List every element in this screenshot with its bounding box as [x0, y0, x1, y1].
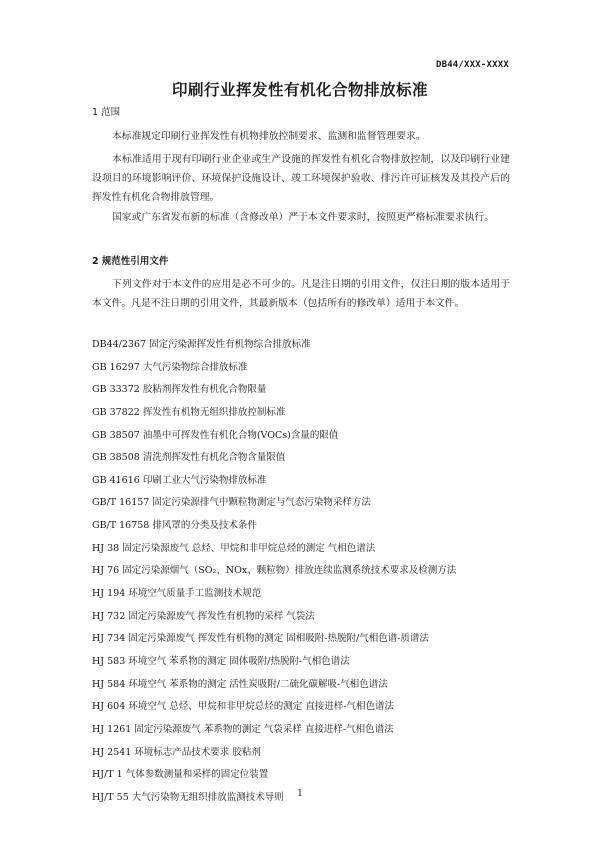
reference-item: HJ 76 固定污染源烟气（SO₂、NOx、颗粒物）排放连续监测系统技术要求及检测方法 [92, 565, 457, 577]
reference-item: GB/T 16758 排风罩的分类及技术条件 [92, 520, 257, 532]
reference-item: HJ 38 固定污染源废气 总烃、甲烷和非甲烷总烃的测定 气相色谱法 [92, 542, 376, 554]
reference-item: HJ 1261 固定污染源废气 苯系物的测定 气袋采样 直接进样-气相色谱法 [92, 723, 394, 735]
reference-item: GB 37822 挥发性有机物无组织排放控制标准 [92, 406, 286, 418]
scope-paragraph-1: 本标准规定印刷行业挥发性有机物排放控制要求、监测和监督管理要求。 [112, 131, 426, 142]
reference-item: DB44/2367 固定污染源挥发性有机物综合排放标准 [92, 339, 311, 350]
reference-item: GB 16297 大气污染物综合排放标准 [92, 361, 248, 373]
section-heading-normative-references: 2 规范性引用文件 [92, 256, 169, 267]
reference-item: GB 38507 油墨中可挥发性有机化合物(VOCs)含量的限值 [92, 429, 339, 441]
reference-item: GB 41616 印刷工业大气污染物排放标准 [92, 474, 267, 486]
document-title: 印刷行业挥发性有机化合物排放标准 [171, 81, 428, 99]
reference-item: HJ/T 55 大气污染物无组织排放监测技术导则 [92, 791, 284, 803]
reference-item: HJ 583 环境空气 苯系物的测定 固体吸附/热脱附-气相色谱法 [92, 655, 350, 667]
reference-item: GB 33372 胶粘剂挥发性有机化合物限量 [92, 384, 267, 396]
document-code: DB44/XXX-XXXX [435, 60, 509, 70]
references-intro-paragraph: 下列文件对于本文件的应用是必不可少的。凡是注日期的引用文件，仅注日期的版本适用于本文件。凡是不注日期的引用文件，其最新版本（包括所有的修改单）适用于本文件。 [92, 279, 510, 310]
reference-item: HJ 194 环境空气质量手工监测技术规范 [92, 588, 262, 600]
reference-item: HJ 2541 环境标志产品技术要求 胶粘剂 [92, 746, 261, 758]
reference-item: HJ/T 1 气体参数测量和采样的固定位装置 [92, 769, 269, 781]
page-number: 1 [297, 789, 303, 799]
section-heading-scope: 1 范围 [92, 107, 121, 118]
reference-item: HJ 732 固定污染源废气 挥发性有机物的采样 气袋法 [92, 610, 315, 622]
reference-item: HJ 584 环境空气 苯系物的测定 活性炭吸附/二硫化碳解吸-气相色谱法 [92, 678, 388, 690]
scope-paragraph-2: 本标准适用于现有印刷行业企业或生产设施的挥发性有机化合物排放控制，以及印刷行业建设项目的环境影响评价、环境保护设施设计、竣工环境保护验收、排污许可证核发及其投产后的挥发性有机化合物排放管理。 [92, 154, 510, 204]
reference-item: GB/T 16157 固定污染源排气中颗粒物测定与气态污染物采样方法 [92, 497, 371, 509]
reference-item: HJ 734 固定污染源废气 挥发性有机物的测定 固相吸附-热脱附/气相色谱-质谱法 [92, 633, 429, 645]
scope-paragraph-3: 国家或广东省发布新的标准（含修改单）严于本文件要求时，按照更严格标准要求执行。 [112, 212, 495, 223]
reference-item: GB 38508 清洗剂挥发性有机化合物含量限值 [92, 452, 286, 464]
reference-item: HJ 604 环境空气 总烃、甲烷和非甲烷总烃的测定 直接进样-气相色谱法 [92, 701, 395, 713]
reference-list [92, 337, 456, 812]
